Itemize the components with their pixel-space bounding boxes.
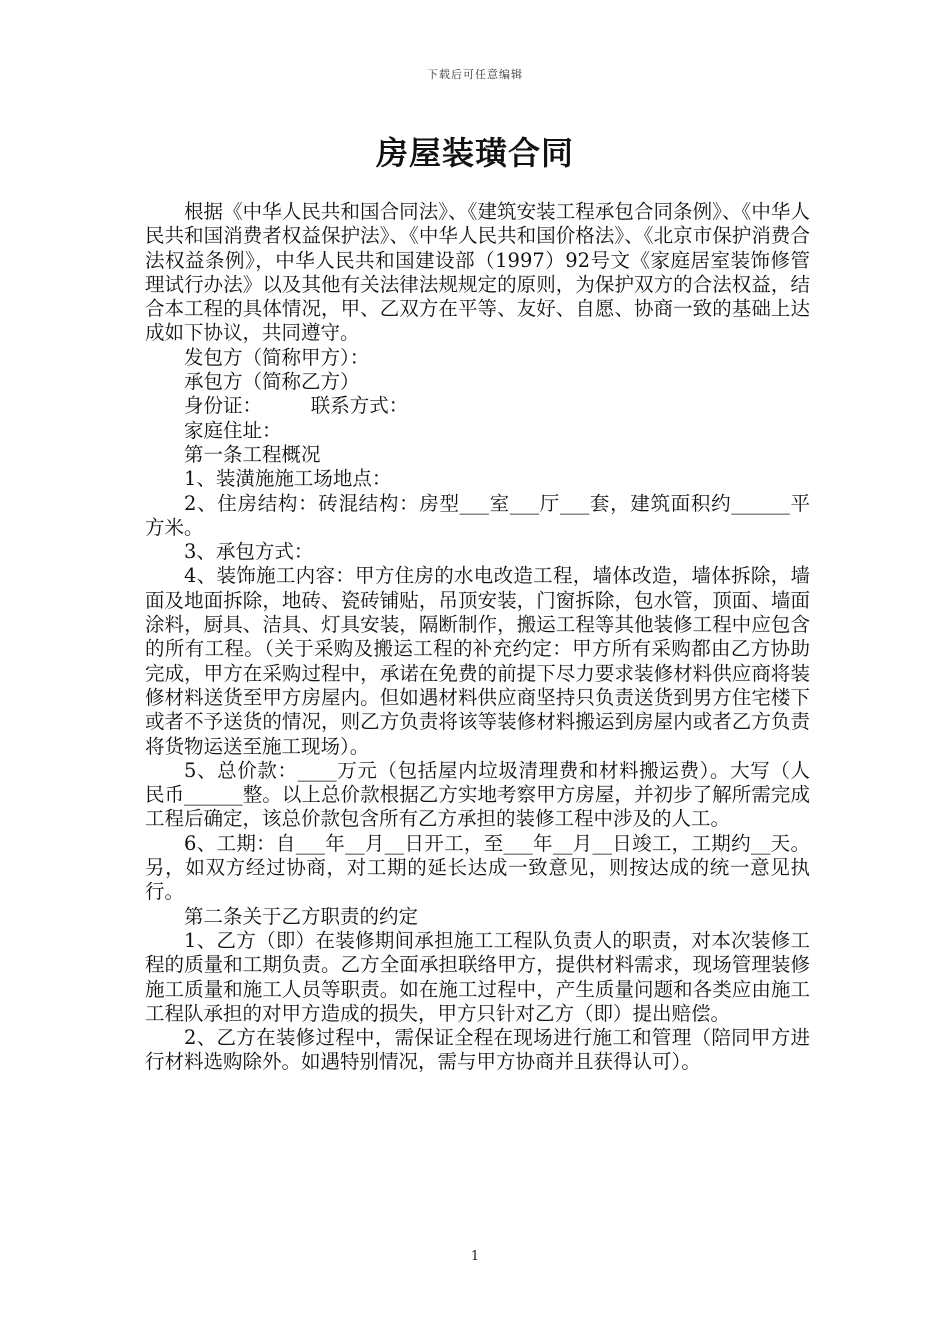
article-2-item-1: 1、乙方（即）在装修期间承担施工工程队负责人的职责，对本次装修工程的质量和工期负责。乙方全面承担联络甲方，提供材料需求，现场管理装修施工质量和施工人员等职责。如在施工过程中，产生质量问题和各类应由施工工程队承担的对甲方造成的损失，甲方只针对乙方（即）提出赔偿。 — [145, 928, 810, 1025]
article-1-item-1: 1、装潢施施工场地点： — [184, 467, 392, 491]
party-a-line: 发包方（简称甲方）： — [184, 345, 370, 369]
article-1-item-4: 4、装饰施工内容：甲方住房的水电改造工程，墙体改造，墙体拆除，墙面及地面拆除，地砖、瓷砖铺贴，吊顶安装，门窗拆除，包水管，顶面、墙面涂料，厨具、洁具、灯具安装，隔断制作，搬运工程等其他装修工程中应包含的所有工程。（关于采购及搬运工程的补充约定：甲方所有采购都由乙方协助完成，甲方在采购过程中，承诺在免费的前提下尽力要求装修材料供应商将装修材料送货至甲方房屋内。但如遇材料供应商坚持只负责送货到男方住宅楼下或者不予送货的情况，则乙方负责将该等装修材料搬运到房屋内或者乙方负责将货物运送至施工现场）。 — [145, 564, 810, 758]
preamble-paragraph: 根据《中华人民共和国合同法》、《建筑安装工程承包合同条例》、《中华人民共和国消费者权益保护法》、《中华人民共和国价格法》、《北京市保护消费合法权益条例》，中华人民共和国建设部（1997）92号文《家庭居室装饰修管理试行办法》以及其他有关法律法规规定的原则，为保护双方的合法权益，结合本工程的具体情况，甲、乙双方在平等、友好、自愿、协商一致的基础上达成如下协议，共同遵守。 — [145, 200, 810, 345]
party-b-line: 承包方（简称乙方） — [184, 370, 360, 394]
article-1-item-3: 3、承包方式： — [184, 540, 314, 564]
article-1-item-2: 2、住房结构：砖混结构：房型___室___厅___套，建筑面积约______平方米。 — [145, 491, 810, 539]
article-1-item-5: 5、总价款：____万元（包括屋内垃圾清理费和材料搬运费）。大写（人民币______整。以上总价款根据乙方实地考察甲方房屋，并初步了解所需完成工程后确定，该总价款包含所有乙方承担的装修工程中涉及的人工。 — [145, 758, 810, 831]
page-number: 1 — [470, 1249, 480, 1264]
id-contact-line: 身份证： 联系方式： — [184, 394, 409, 418]
article-1-item-6: 6、工期：自___年__月__日开工，至___年__月__日竣工，工期约__天。另，如双方经过协商，对工期的延长达成一致意见，则按达成的统一意见执行。 — [145, 831, 810, 904]
home-address-line: 家庭住址： — [184, 418, 282, 442]
page-header-note: 下载后可任意编辑 — [427, 68, 523, 81]
article-2-item-2: 2、乙方在装修过程中，需保证全程在现场进行施工和管理（陪同甲方进行材料选购除外。如遇特别情况，需与甲方协商并且获得认可）。 — [145, 1026, 810, 1074]
contract-body — [145, 200, 810, 1075]
document-title: 房屋装璜合同 — [375, 134, 574, 172]
article-2-heading: 第二条关于乙方职责的约定 — [184, 904, 419, 928]
article-1-heading: 第一条工程概况 — [184, 442, 321, 466]
